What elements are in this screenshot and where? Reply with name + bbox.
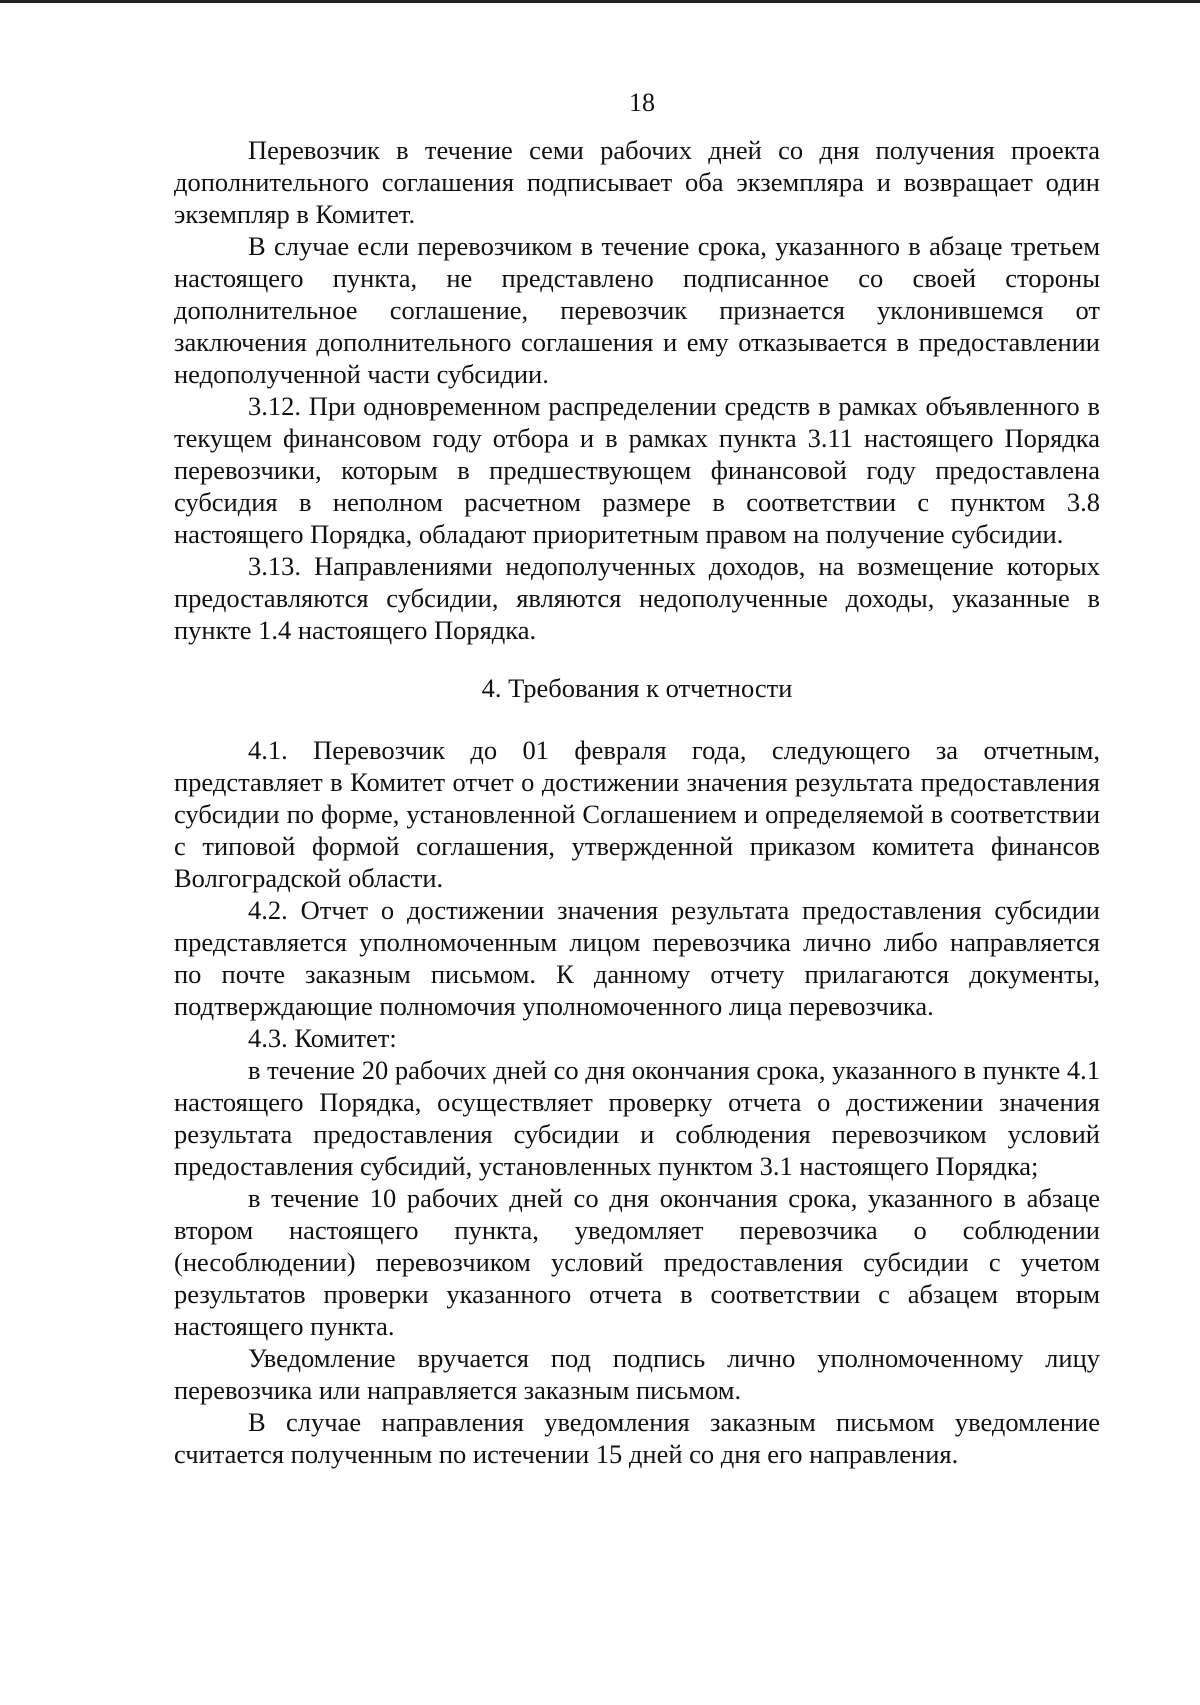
paragraph-signing-term: Перевозчик в течение семи рабочих дней со дня получения проекта дополнительного соглашения подписывает оба экземпляра и возвращает один экземпляр в Комитет. <box>174 135 1100 229</box>
paragraph-4-1: 4.1. Перевозчик до 01 февраля года, следующего за отчетным, представляет в Комитет отчет о достижении значения результата предоставления субсидии по форме, установленной Соглашением и определяемой в соответствии с типовой формой соглашения, утвержденной приказом комитета финансов Волгоградской области. <box>174 735 1100 893</box>
paragraph-notice-delivery: Уведомление вручается под подпись лично уполномоченному лицу перевозчика или направляется заказным письмом. <box>174 1343 1100 1405</box>
paragraph-4-3-notify: в течение 10 рабочих дней со дня окончания срока, указанного в абзаце втором настоящего пункта, уведомляет перевозчика о соблюдении (несоблюдении) перевозчиком условий предоставления субсидии с учетом результатов проверки указанного отчета в соответствии с абзацем вторым настоящего пункта. <box>174 1183 1100 1341</box>
paragraph-evasion: В случае если перевозчиком в течение срока, указанного в абзаце третьем настоящего пункта, не представлено подписанное со своей стороны дополнительное соглашение, перевозчик признается уклонившемся от заключения дополнительного соглашения и ему отказывается в предоставлении недополученной части субсидии. <box>174 231 1100 389</box>
paragraph-3-12: 3.12. При одновременном распределении средств в рамках объявленного в текущем финансовом году отбора и в рамках пункта 3.11 настоящего Порядка перевозчики, которым в предшествующем финансовой году предоставлена субсидия в неполном расчетном размере в соответствии с пунктом 3.8 настоящего Порядка, обладают приоритетным правом на получение субсидии. <box>174 391 1100 549</box>
paragraph-3-13: 3.13. Направлениями недополученных доходов, на возмещение которых предоставляются субсидии, являются недополученные доходы, указанные в пункте 1.4 настоящего Порядка. <box>174 551 1100 645</box>
paragraph-4-3-check: в течение 20 рабочих дней со дня окончания срока, указанного в пункте 4.1 настоящего Порядка, осуществляет проверку отчета о достижении значения результата предоставления субсидии и соблюдения перевозчиком условий предоставления субсидий, установленных пунктом 3.1 настоящего Порядка; <box>174 1055 1100 1181</box>
paragraph-notice-received: В случае направления уведомления заказным письмом уведомление считается полученным по истечении 15 дней со дня его направления. <box>174 1407 1100 1469</box>
paragraph-4-2: 4.2. Отчет о достижении значения результата предоставления субсидии представляется уполномоченным лицом перевозчика лично либо направляется по почте заказным письмом. К данному отчету прилагаются документы, подтверждающие полномочия уполномоченного лица перевозчика. <box>174 895 1100 1021</box>
page-top-border <box>0 0 1200 3</box>
document-page <box>174 82 1100 1470</box>
page-number: 18 <box>629 88 655 117</box>
section-heading: 4. Требования к отчетности <box>481 673 793 703</box>
paragraph-4-3: 4.3. Комитет: <box>248 1023 397 1053</box>
